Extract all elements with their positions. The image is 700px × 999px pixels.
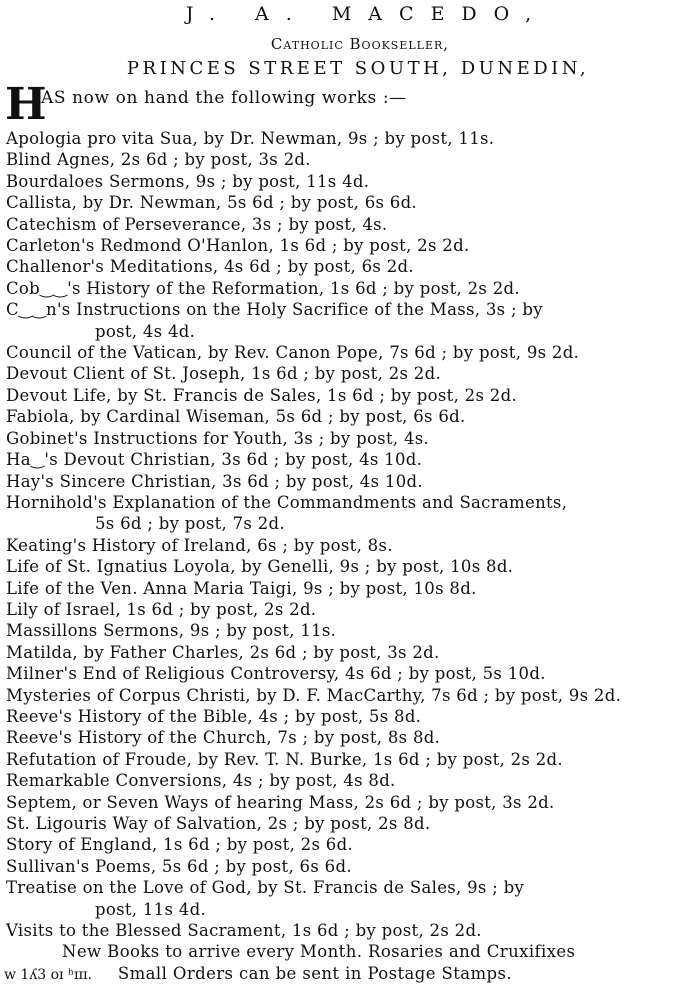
book-entry-line: Catechism of Perseverance, 3s ; by post, 4s. <box>6 214 388 234</box>
book-entry <box>0 535 700 556</box>
book-entry-line: Remarkable Conversions, 4s ; by post, 4s 8d. <box>6 771 396 791</box>
book-entry-line: C‿‿n's Instructions on the Holy Sacrifice of the Mass, 3s ; by <box>6 300 543 320</box>
book-entry <box>0 192 700 213</box>
book-entry-line: Hornihold's Explanation of the Commandments and Sacraments, <box>6 492 568 512</box>
book-entry-line: Sullivan's Poems, 5s 6d ; by post, 6s 6d. <box>6 856 352 876</box>
book-entry <box>0 770 700 791</box>
book-entry <box>0 877 700 920</box>
book-entry-line: Massillons Sermons, 9s ; by post, 11s. <box>6 621 337 641</box>
book-entry <box>0 278 700 299</box>
footer-postage-text: Small Orders can be sent in Postage Stamps. <box>117 963 513 983</box>
book-entry <box>0 834 700 855</box>
book-entry-line: St. Ligouris Way of Salvation, 2s ; by post, 2s 8d. <box>6 814 431 833</box>
book-entry-line: Blind Agnes, 2s 6d ; by post, 3s 2d. <box>6 150 311 170</box>
book-entry <box>0 471 700 492</box>
book-entry <box>0 856 700 877</box>
book-entry-line: Ha‿'s Devout Christian, 3s 6d ; by post, 4s 10d. <box>6 450 423 470</box>
book-entry <box>0 663 700 684</box>
book-entry-line: Life of St. Ignatius Loyola, by Genelli, 9s ; by post, 10s 8d. <box>6 557 514 577</box>
book-entry-line: Devout Client of St. Joseph, 1s 6d ; by post, 2s 2d. <box>6 364 442 384</box>
book-entry <box>0 813 700 834</box>
book-entry <box>0 171 700 192</box>
printer-mark: w 1ʎ3 oɪ ʰɪɪɪ. <box>4 966 92 983</box>
book-entry <box>0 727 700 748</box>
book-entry <box>0 792 700 813</box>
book-entry-line: Bourdaloes Sermons, 9s ; by post, 11s 4d. <box>6 171 370 191</box>
book-entry-line: Carleton's Redmond O'Hanlon, 1s 6d ; by post, 2s 2d. <box>6 236 470 256</box>
book-entry <box>0 642 700 663</box>
book-entry <box>0 492 700 535</box>
book-entry <box>0 214 700 235</box>
book-entry <box>0 556 700 577</box>
book-entry <box>0 599 700 620</box>
intro-text: AS now on hand the following works :— <box>41 88 407 108</box>
book-entry-line: Council of the Vatican, by Rev. Canon Pope, 7s 6d ; by post, 9s 2d. <box>6 343 580 363</box>
shop-address: PRINCES STREET SOUTH, DUNEDIN, <box>126 58 590 79</box>
book-entry <box>0 749 700 770</box>
book-entry <box>0 342 700 363</box>
book-entry-line: Visits to the Blessed Sacrament, 1s 6d ; by post, 2s 2d. <box>6 921 482 941</box>
book-entry-line: Callista, by Dr. Newman, 5s 6d ; by post, 6s 6d. <box>6 193 418 213</box>
book-entry <box>0 620 700 641</box>
book-entry-line: Story of England, 1s 6d ; by post, 2s 6d. <box>6 835 353 855</box>
book-entry-line: Lily of Israel, 1s 6d ; by post, 2s 2d. <box>6 599 317 619</box>
drop-cap: H <box>5 79 47 130</box>
book-entry <box>0 920 700 941</box>
book-entry <box>0 685 700 706</box>
book-list <box>0 128 700 941</box>
book-entry-continuation: post, 11s 4d. <box>95 899 206 919</box>
footer-new-books: New Books to arrive every Month. Rosaries and Cruxifixes <box>62 942 576 962</box>
book-entry <box>0 406 700 427</box>
book-entry <box>0 235 700 256</box>
book-entry-line: Septem, or Seven Ways of hearing Mass, 2s 6d ; by post, 3s 2d. <box>6 792 555 812</box>
book-entry-line: Matilda, by Father Charles, 2s 6d ; by post, 3s 2d. <box>6 642 440 662</box>
book-entry <box>0 128 700 149</box>
book-entry-line: Cob‿‿'s History of the Reformation, 1s 6d ; by post, 2s 2d. <box>6 278 520 298</box>
book-entry <box>0 363 700 384</box>
book-entry-line: Gobinet's Instructions for Youth, 3s ; by post, 4s. <box>6 428 430 448</box>
book-entry <box>0 256 700 277</box>
book-entry-line: Challenor's Meditations, 4s 6d ; by post, 6s 2d. <box>6 257 414 277</box>
book-entry-line: Milner's End of Religious Controversy, 4s 6d ; by post, 5s 10d. <box>6 664 546 684</box>
book-entry <box>0 149 700 170</box>
footer-postage <box>0 963 700 986</box>
book-entry-line: Mysteries of Corpus Christi, by D. F. MacCarthy, 7s 6d ; by post, 9s 2d. <box>6 685 622 705</box>
book-entry-line: Fabiola, by Cardinal Wiseman, 5s 6d ; by post, 6s 6d. <box>6 407 466 427</box>
book-entry <box>0 385 700 406</box>
book-entry-line: Reeve's History of the Bible, 4s ; by post, 5s 8d. <box>6 706 422 726</box>
book-entry-continuation: post, 4s 4d. <box>95 321 196 341</box>
book-entry-line: Reeve's History of the Church, 7s ; by post, 8s 8d. <box>6 728 441 748</box>
book-entry-line: Refutation of Froude, by Rev. T. N. Burke, 1s 6d ; by post, 2s 2d. <box>6 749 563 769</box>
book-entry <box>0 578 700 599</box>
book-entry <box>0 428 700 449</box>
book-entry-line: Life of the Ven. Anna Maria Taigi, 9s ; by post, 10s 8d. <box>6 578 477 598</box>
book-entry <box>0 449 700 470</box>
book-entry-line: Hay's Sincere Christian, 3s 6d ; by post, 4s 10d. <box>6 471 423 491</box>
book-entry <box>0 299 700 342</box>
bookseller-name: J. A. MACEDO, <box>185 3 549 25</box>
book-entry-line: Devout Life, by St. Francis de Sales, 1s 6d ; by post, 2s 2d. <box>6 385 517 405</box>
book-entry <box>0 706 700 727</box>
book-entry-line: Keating's History of Ireland, 6s ; by post, 8s. <box>6 535 393 555</box>
trade-description: Catholic Bookseller, <box>270 35 450 53</box>
book-entry-continuation: 5s 6d ; by post, 7s 2d. <box>95 514 285 534</box>
book-entry-line: Apologia pro vita Sua, by Dr. Newman, 9s ; by post, 11s. <box>6 129 495 148</box>
intro-line <box>0 79 700 130</box>
book-entry-line: Treatise on the Love of God, by St. Francis de Sales, 9s ; by <box>6 878 525 898</box>
